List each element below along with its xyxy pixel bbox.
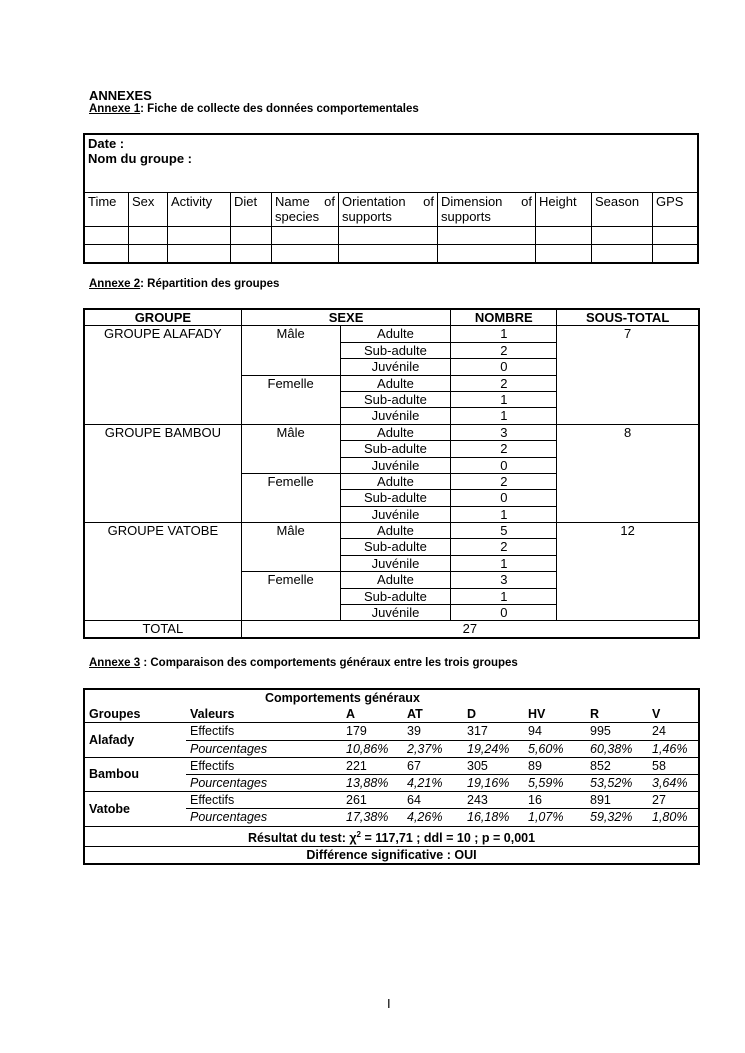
value-cell: 305 (463, 757, 524, 774)
value-type: Effectifs (186, 757, 342, 774)
header-hv: HV (528, 707, 546, 722)
count: 3 (451, 572, 557, 588)
col-diet: Diet (231, 193, 272, 227)
count: 2 (451, 375, 557, 391)
count: 3 (451, 424, 557, 440)
count: 1 (451, 391, 557, 407)
count: 0 (451, 490, 557, 506)
value-cell: 243 (463, 792, 524, 809)
value-cell: 891 (586, 792, 648, 809)
count: 1 (451, 506, 557, 522)
header-valeurs: Valeurs (190, 707, 235, 722)
value-type: Pourcentages (190, 741, 268, 756)
col-height: Height (536, 193, 592, 227)
value-cell: 4,21% (407, 776, 443, 791)
value-cell: 5,60% (528, 741, 564, 756)
age-class: Sub-adulte (340, 391, 451, 407)
value-cell: 221 (342, 757, 403, 774)
subtotal: 8 (557, 424, 699, 522)
sex-label: Mâle (241, 523, 340, 572)
header-a: A (346, 707, 356, 722)
header-r: R (590, 707, 600, 722)
group-name: GROUPE BAMBOU (84, 424, 241, 522)
sex-label: Mâle (241, 326, 340, 375)
value-cell: 4,26% (407, 810, 443, 825)
value-cell: 67 (403, 757, 463, 774)
age-class: Juvénile (340, 506, 451, 522)
total-label: TOTAL (84, 621, 241, 638)
count: 0 (451, 605, 557, 621)
col-dimension-of-supports: Dimension of supports (438, 193, 536, 227)
empty-row (84, 227, 698, 245)
col-name-of-species: Name of species (272, 193, 339, 227)
value-cell: 852 (586, 757, 648, 774)
count: 1 (451, 588, 557, 604)
value-cell: 19,16% (467, 776, 510, 791)
data-collection-form (83, 133, 699, 264)
value-cell: 261 (342, 792, 403, 809)
sex-label: Mâle (241, 424, 340, 473)
page-number: I (387, 996, 391, 1011)
age-class: Adulte (340, 375, 451, 391)
value-cell: 27 (648, 792, 699, 809)
sex-label: Femelle (241, 375, 340, 424)
col-orientation-of-supports: Orientation of supports (339, 193, 438, 227)
annexe1-label: Annexe 1 (89, 103, 141, 115)
value-cell: 1,07% (528, 810, 564, 825)
age-class: Adulte (340, 523, 451, 539)
group-name: GROUPE VATOBE (84, 523, 241, 621)
group-name: Vatobe (84, 792, 186, 826)
result-prefix: Résultat du test: (247, 830, 350, 845)
age-class: Adulte (340, 473, 451, 489)
value-cell: 317 (463, 723, 524, 740)
age-class: Juvénile (340, 457, 451, 473)
header-sexe: SEXE (241, 309, 451, 326)
value-cell: 16 (524, 792, 586, 809)
group-name-label: Nom du groupe : (88, 151, 192, 166)
value-cell: 2,37% (407, 741, 443, 756)
age-class: Sub-adulte (340, 342, 451, 358)
value-cell: 94 (524, 723, 586, 740)
value-cell: 39 (403, 723, 463, 740)
value-cell: 5,59% (528, 776, 564, 791)
value-cell: 64 (403, 792, 463, 809)
age-class: Adulte (340, 326, 451, 342)
header-groupes: Groupes (89, 707, 141, 722)
age-class: Sub-adulte (340, 441, 451, 457)
group-name: Alafady (84, 723, 186, 757)
age-class: Adulte (340, 424, 451, 440)
count: 2 (451, 473, 557, 489)
value-cell: 16,18% (467, 810, 510, 825)
annexe3-title: : Comparaison des comportements généraux entre les trois groupes (140, 657, 518, 669)
header-v: V (652, 707, 661, 722)
annexe2-caption (89, 278, 279, 290)
col-sex: Sex (129, 193, 168, 227)
age-class: Juvénile (340, 555, 451, 571)
table-row (84, 424, 699, 440)
count: 2 (451, 539, 557, 555)
group-name: Bambou (84, 757, 186, 791)
value-cell: 19,24% (467, 741, 510, 756)
age-class: Adulte (340, 572, 451, 588)
age-class: Sub-adulte (340, 490, 451, 506)
result-suffix: = 117,71 ; ddl = 10 ; p = 0,001 (361, 830, 536, 845)
table-title: Comportements généraux (265, 691, 420, 706)
value-type: Effectifs (186, 792, 342, 809)
sex-label: Femelle (241, 473, 340, 522)
annexe1-title: : Fiche de collecte des données comportementales (140, 103, 419, 115)
table-row (84, 792, 699, 809)
annexe2-label: Annexe 2 (89, 278, 141, 290)
empty-row (84, 245, 698, 264)
annexe1-caption (89, 103, 419, 115)
value-cell: 58 (648, 757, 699, 774)
col-activity: Activity (168, 193, 231, 227)
date-label: Date : (88, 136, 125, 151)
conclusion: Différence significative : OUI (84, 846, 699, 864)
header-sous-total: SOUS-TOTAL (557, 309, 699, 326)
total-value: 27 (241, 621, 699, 638)
header-d: D (467, 707, 477, 722)
col-gps: GPS (653, 193, 699, 227)
count: 1 (451, 408, 557, 424)
value-cell: 89 (524, 757, 586, 774)
annexe3-label: Annexe 3 (89, 657, 141, 669)
count: 0 (451, 359, 557, 375)
table-row (84, 723, 699, 740)
annexe3-caption (89, 657, 518, 669)
count: 1 (451, 326, 557, 342)
sex-label: Femelle (241, 572, 340, 621)
age-class: Juvénile (340, 605, 451, 621)
table-row (84, 523, 699, 539)
form-header-cell (84, 134, 698, 193)
age-class: Sub-adulte (340, 588, 451, 604)
value-cell: 17,38% (346, 810, 389, 825)
value-cell: 1,80% (652, 810, 688, 825)
value-cell: 10,86% (346, 741, 389, 756)
subtotal: 12 (557, 523, 699, 621)
chi-symbol: χ (349, 830, 357, 845)
value-type: Pourcentages (190, 810, 268, 825)
col-time: Time (84, 193, 129, 227)
group-distribution-table (83, 308, 700, 639)
count: 2 (451, 342, 557, 358)
value-cell: 59,32% (590, 810, 633, 825)
header-groupe: GROUPE (84, 309, 241, 326)
header-at: AT (407, 707, 423, 722)
count: 0 (451, 457, 557, 473)
subtotal: 7 (557, 326, 699, 424)
value-cell: 24 (648, 723, 699, 740)
count: 1 (451, 555, 557, 571)
group-name: GROUPE ALAFADY (84, 326, 241, 424)
value-type: Pourcentages (190, 776, 268, 791)
age-class: Juvénile (340, 359, 451, 375)
page-heading: ANNEXES (89, 88, 152, 103)
value-cell: 3,64% (652, 776, 688, 791)
value-type: Effectifs (186, 723, 342, 740)
value-cell: 995 (586, 723, 648, 740)
age-class: Sub-adulte (340, 539, 451, 555)
age-class: Juvénile (340, 408, 451, 424)
col-season: Season (592, 193, 653, 227)
behaviour-comparison-table (83, 688, 700, 865)
value-cell: 1,46% (652, 741, 688, 756)
count: 2 (451, 441, 557, 457)
header-nombre: NOMBRE (451, 309, 557, 326)
value-cell: 60,38% (590, 741, 633, 756)
table-row (84, 757, 699, 774)
value-cell: 53,52% (590, 776, 633, 791)
value-cell: 179 (342, 723, 403, 740)
value-cell: 13,88% (346, 776, 389, 791)
table-row (84, 326, 699, 342)
chi-exponent: 2 (356, 829, 361, 839)
count: 5 (451, 523, 557, 539)
test-result (84, 826, 699, 846)
annexe2-title: : Répartition des groupes (140, 278, 280, 290)
